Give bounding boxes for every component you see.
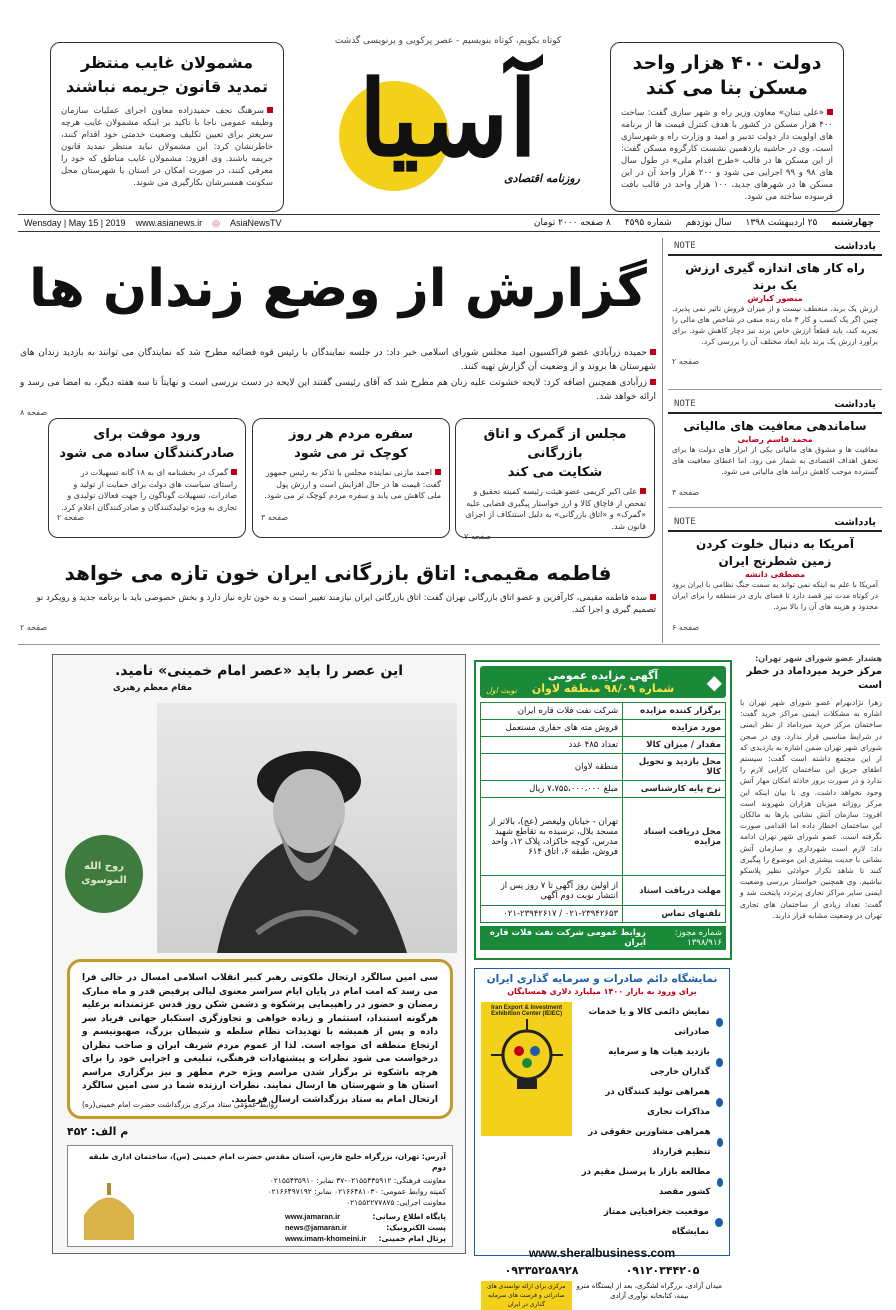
instagram-icon: ◎ xyxy=(212,217,220,228)
contact-phone-2: کمیته روابط عمومی: ۰۲۱۶۶۴۸۱۰۳۰ نمابر: ۰۲۱۶۶۴۹۷۱۹۲ xyxy=(267,1187,446,1196)
note-3-title-2: زمین شطرنج ایران xyxy=(718,554,832,568)
expo-title: نمایشگاه دائم صادرات و سرمایه گذاری ایران xyxy=(486,973,718,985)
contact-site[interactable]: www.jamaran.ir xyxy=(284,1212,341,1221)
expo-subtitle: برای ورود به بازار ۱۴۰۰ میلیارد دلاری همسایگان xyxy=(507,987,697,996)
tender-row-value: ۰۲۱-۲۳۹۴۲۶۵۳ / ۰۲۱-۲۳۹۴۲۶۱۷ xyxy=(481,906,623,923)
memorial-body: سی امین سالگرد ارتحال ملکوتی رهبر کبیر انقلاب اسلامی امسال در حالی فرا می رسد که امت امام در پایان ایام سراسر معنوی لیالی پرفیض قدر و ماه مبارک رمضان و حضور در راهپیمایی پرشکوه و دشمن شکن روز قدس عزتمندانه برعلیه هرگونه استبداد، استثمار و زیاده خواهی و تجاوزگری استکبار جهانی فریاد سر داده و پس از همیشه با تهدیدات نظام سلطه و شیطان بزرگ، صهیونیسم و ارتجاع منطقه ای مواجه است. لذا از عموم مردم شریف ایران و صاحب نظران درخواست می شود نظرات و پیشنهادات فرهنگی، تبلیغی و اجرایی خود را برای هرچه باشکوه تر برگزار شدن مراسم ویژه حرم مطهر و نیز برگزاری مراسم استان ها و شهرستان ها ارسال نمایند. نظرات ارزنده شما در سی امین سالگرد ارتحال امام به ستاد بزرگداشت ارسال فرمایید. xyxy=(82,973,438,1105)
tender-row-key: تلفنهای تماس xyxy=(623,906,726,923)
tender-row-value: تهران - خیابان ولیعصر (عج)، بالاتر از مسجد بلال، نرسیده به تقاطع شهید مدرس، کوچه خاکزاد، پلاک ۱۲، واحد فروش، طبقه ۶، اتاق ۶۱۴ xyxy=(481,798,623,876)
top-left-box xyxy=(50,42,284,212)
side-body: زهرا نژادبهرام عضو شورای شهر تهران با اشاره به مشکلات ایمنی مراکز خرید گفت: ساختمان مرکز خرید میرداماد از نظر ایمنی در شرایط مناسبی قرار ندارد. وی در صحن شورای شهر تهران ضمن اشاره به بازدیدی که از این مجتمع داشته است گفت: سیستم اطفای حریق این ساختمان کارایی لازم را ندارد و در صورت بروز حادثه امکان مهار آتش وجود نخواهد داشت. وی با بیان اینکه این مرکز روزانه میزبان هزاران شهروند است افزود: سازمان آتش نشانی بارها به مالکان این ساختمان اخطار داده اما اقدامی صورت نگرفته است. عضو شورای شهر تهران ادامه داد: لازم است شهرداری و سازمان آتش نشانی با جدیت بیشتری این موضوع را پیگیری کنند تا شاهد تکرار حوادثی نظیر پلاسکو نباشیم. وی همچنین خواستار بررسی وضعیت ایمنی سایر مراکز تجاری پرتردد پایتخت شد و گفت: تعداد زیادی از ساختمان های تجاری تهران در وضعیت مشابه قرار دارند. xyxy=(740,698,882,920)
sub-article-2 xyxy=(252,418,450,538)
note-1-author: منصور کیارش xyxy=(747,294,803,303)
weekday: چهارشنبه xyxy=(831,218,874,228)
contact-portal[interactable]: www.imam-khomeini.ir xyxy=(284,1234,367,1243)
expo-item-3: همراهی تولید کنندگان در مذاکرات تجاری xyxy=(578,1082,723,1122)
second-article xyxy=(20,592,656,634)
tender-ad xyxy=(474,660,732,960)
top-left-body: سرهنگ نجف حمیدزاده معاون اجرای عملیات سازمان وظیفه عمومی ناجا با تاکید بر اینکه مشمولان غایب هرچه سریعتر برای تعیین تکلیف وضعیت خدمتی خود اقدام کنند، خاطرنشان کرد: این مشمولان نباید منتظر تمدید قانون جریمه باشند. وی افزود: مشمولان غایب مناطق که خود را معرفی کنند، در صورت امکان در استان یا شهرستان محل سکونت همسرشان بکارگیری می شوند. xyxy=(61,106,273,188)
note-2-head: یادداشت xyxy=(834,398,876,410)
expo-item-6: موقعیت جغرافیایی ممتاز نمایشگاه xyxy=(578,1202,723,1242)
second-body: سده فاطمه مقیمی، کارآفرین و عضو اتاق بازرگانی تهران گفت: اتاق بازرگانی ایران نیازمند تغییر است و به خون تازه نیاز دارد و بخش خصوصی باید با برنامه جدید و رویکرد نو تصمیم گیری و اجرا کند. xyxy=(36,593,656,615)
expo-list xyxy=(578,1002,723,1242)
tender-title-1: آگهی مزایده عمومی xyxy=(547,669,659,682)
sub-2-body: احمد مازنی نماینده مجلس با تذکر به رئیس جمهور گفت: قیمت ها در حال افزایش است و ارزش پول ملی کاهش می یابد و سفره مردم کوچک تر می شود. xyxy=(264,468,441,500)
tender-row-key: مهلت دریافت اسناد xyxy=(623,876,726,906)
contact-phone-1: معاونت فرهنگی: ۰۲۱۵۵۴۳۵۹۱۲-۳۷ نمابر: ۰۲۱۵۵۴۳۵۹۱۰ xyxy=(269,1176,446,1185)
bullet-icon xyxy=(650,349,656,355)
note-2-tag: NOTE xyxy=(674,399,696,409)
section-divider xyxy=(18,644,880,645)
tender-row xyxy=(481,906,726,923)
expo-address: میدان آزادی، بزرگراه لشگری، بعد از ایستگاه مترو بیمه، کتابخانه نوآوری آزادی xyxy=(576,1282,722,1300)
shrine-dome-icon xyxy=(74,1175,144,1245)
column-divider xyxy=(662,238,663,643)
contact-phone-3: معاونت اجرایی: ۰۲۱۵۵۲۲۷۷۸۷۵ xyxy=(346,1198,446,1207)
note-1-tag: NOTE xyxy=(674,241,696,251)
second-page[interactable]: صفحه ۲ xyxy=(20,623,48,632)
issue: شماره ۴۵۹۵ xyxy=(624,218,672,228)
note-2-page[interactable]: صفحه ۳ xyxy=(672,488,700,497)
sub-article-1 xyxy=(455,418,655,541)
expo-logo-caption: مرکزی برای ارائه توانمندی های صادراتی و فرصت های سرمایه گذاری در ایران xyxy=(481,1281,572,1310)
logo: آسیا xyxy=(358,57,538,180)
sub-3-title-1: ورود موقت برای xyxy=(93,427,201,442)
contact-label-1: پایگاه اطلاع رسانی: xyxy=(372,1212,446,1221)
bullet-icon xyxy=(827,109,833,115)
bullet-icon xyxy=(267,107,273,113)
tender-badge: نوبت اول xyxy=(486,686,517,695)
sub-2-page[interactable]: صفحه ۳ xyxy=(261,513,289,522)
tender-row xyxy=(481,798,726,876)
memorial-quote: این عصر را باید «عصر امام خمینی» نامید. xyxy=(114,663,404,679)
tender-row-key: محل بازدید و تحویل کالا xyxy=(623,754,726,781)
contact-address: آدرس: تهران، بزرگراه خلیج فارس، آستان مقدس حضرت امام خمینی (س)، ساختمان اداری طبقه دوم xyxy=(88,1152,446,1172)
sub-article-3 xyxy=(48,418,246,538)
oil-drop-icon: ◆ xyxy=(706,670,722,694)
tender-row-value: فروش مته های حفاری مستعمل xyxy=(481,720,623,737)
memorial-ad xyxy=(52,654,466,1254)
expo-phone-2[interactable]: ۰۹۳۳۵۲۵۸۹۲۸ xyxy=(504,1264,579,1277)
year: سال نوزدهم xyxy=(685,218,732,228)
calligraphy-seal xyxy=(65,835,143,913)
second-headline: فاطمه مقیمی: اتاق بازرگانی ایران خون تازه می خواهد xyxy=(64,561,612,585)
expo-item-1: نمایش دائمی کالا و یا خدمات صادراتی xyxy=(578,1002,723,1042)
expo-logo-box xyxy=(481,1002,572,1136)
contact-label-2: پست الکترونیک: xyxy=(386,1223,446,1232)
top-right-title-1: دولت ۴۰۰ هزار واحد xyxy=(632,52,822,74)
bullet-icon xyxy=(435,469,441,475)
note-3-title-1: آمریکا به دنبال خلوت کردن xyxy=(696,537,854,551)
date-en: Wensday | May 15 | 2019 xyxy=(24,217,126,228)
side-intro: هشدار عضو شورای شهر تهران: xyxy=(755,654,882,663)
expo-website[interactable]: www.sheralbusiness.com xyxy=(528,1246,676,1260)
note-3-page[interactable]: صفحه ۶ xyxy=(672,623,700,632)
expo-item-2: بازدید هیات ها و سرمایه گذاران خارجی xyxy=(578,1042,723,1082)
memorial-quote-author: مقام معظم رهبری xyxy=(113,683,193,693)
tender-row-key: محل دریافت اسناد مزایده xyxy=(623,798,726,876)
side-column xyxy=(740,654,882,1258)
sub-3-title-2: صادرکنندگان ساده می شود xyxy=(59,446,235,461)
tender-footer: روابط عمومی شرکت نفت فلات قاره ایران xyxy=(489,928,646,948)
note-2-author: محمد قاسم رضایی xyxy=(737,435,813,444)
contact-label-3: پرتال امام خمینی: xyxy=(378,1234,446,1243)
memorial-sign: روابط عمومی ستاد مرکزی بزرگداشت حضرت امام خمینی(ره) xyxy=(82,1100,278,1109)
instagram-handle[interactable]: AsiaNewsTV xyxy=(229,217,282,228)
contact-email[interactable]: news@jamaran.ir xyxy=(284,1223,347,1232)
main-lead xyxy=(20,346,656,420)
pages-price: ۸ صفحه ۲۰۰۰ تومان xyxy=(533,218,611,228)
tender-title-2: شماره ۹۸/۰۹ منطقه لاوان xyxy=(531,682,675,695)
sub-2-title-2: کوچک تر می شود xyxy=(294,446,408,461)
note-3-body: آمریکا با علم به اینکه نمی تواند به سمت جنگ نظامی با ایران برود در کوتاه مدت نیز قصد دارد تا فضای بازی در منطقه را برای ایران محدود و هزینه های آن را بالا ببرد. xyxy=(672,580,878,611)
bullet-icon xyxy=(640,488,646,494)
tender-row-key: مقدار / میزان کالا xyxy=(623,737,726,754)
logo-subtitle: روزنامه اقتصادی xyxy=(503,172,580,185)
top-right-box xyxy=(610,42,844,212)
main-page-ref[interactable]: صفحه ۸ xyxy=(20,408,48,417)
note-1-page[interactable]: صفحه ۲ xyxy=(672,357,700,366)
sub-1-title-2: شکایت می کند xyxy=(507,465,603,480)
memorial-code: م الف: ۴۵۲ xyxy=(67,1125,129,1138)
tender-row-value: شرکت نفت فلات قاره ایران xyxy=(481,703,623,720)
expo-ad xyxy=(474,968,730,1308)
main-headline: گزارش از وضع زندان ها xyxy=(29,259,647,319)
note-1-body: ارزش یک برند، منعطف نیست و از میزان فروش تاثیر نمی پذیرد. چنین اگر یک کسب و کار ۳ ماه زنده منفی در شاخص های مالی را تجربه کند، باید قطعاً ارزش خاص برند نیز دچار کاهش شود. برای برآورد ارزش یک برند باید ابعاد مختلف آن را بررسی کرد. xyxy=(672,304,879,346)
memorial-text-frame xyxy=(67,959,453,1119)
note-2 xyxy=(668,396,882,508)
website[interactable]: www.asianews.ir xyxy=(135,217,203,228)
slogan: کوتاه بکویم، کوتاه بنویسیم - عصر پرکویی و پرنویسی گذشت xyxy=(334,36,562,46)
tender-row-key: نرخ پایه کارشناسی xyxy=(623,781,726,798)
note-3-tag: NOTE xyxy=(674,517,696,527)
tender-row-value: از اولین روز آگهی تا ۷ روز پس از انتشار نوبت دوم آگهی xyxy=(481,876,623,906)
top-right-title-2: مسکن بنا می کند xyxy=(646,77,808,99)
tender-row xyxy=(481,703,726,720)
expo-logo-text: Iran Export & Investment Exhibition Center (IEIEC) xyxy=(491,1005,563,1017)
date-bar xyxy=(18,214,880,232)
tender-row xyxy=(481,720,726,737)
note-3-author: مصطفی دانشه xyxy=(744,570,806,579)
memorial-contact xyxy=(67,1145,453,1247)
bullet-icon xyxy=(650,379,656,385)
tender-row-value: منطقه لاوان xyxy=(481,754,623,781)
note-3 xyxy=(668,514,882,642)
sub-1-title-1: مجلس از گمرک و اتاق بازرگانی xyxy=(483,427,627,461)
note-1-title-1: راه کار های اندازه گیری ارزش xyxy=(685,261,865,275)
note-1-head: یادداشت xyxy=(834,240,876,252)
portrait-image xyxy=(157,703,457,953)
tender-row xyxy=(481,781,726,798)
note-3-head: یادداشت xyxy=(834,516,876,528)
main-lead-2: زرآبادی همچنین اضافه کرد: لایحه خشونت علیه زنان هم مطرح شد که آقای رئیسی گفتند این لایحه در دست بررسی است و نهایتاً تا سه هفته دیگر، به امضا می رسد و ارائه خواهد شد. xyxy=(20,378,656,402)
notes-column xyxy=(668,238,882,643)
expo-item-5: مطالعه بازار با پرسنل مقیم در کشور مقصد xyxy=(578,1162,723,1202)
circuit-bulb-icon xyxy=(487,1017,567,1107)
note-2-title: ساماندهی معافیت های مالیاتی xyxy=(683,419,867,433)
expo-item-4: همراهی مشاورین حقوقی در تنظیم قرارداد xyxy=(578,1122,723,1162)
expo-phone-1[interactable]: ۰۹۱۲۰۳۴۴۲۰۵ xyxy=(625,1264,700,1277)
top-left-title-2: تمدید قانون جریمه نباشند xyxy=(65,77,269,96)
main-lead-1: حمیده زرآبادی عضو فراکسیون امید مجلس شورای اسلامی خبر داد: در جلسه نمایندگان با رئیس قوه قضائیه مطرح شد که نمایندگان می توانند به بازدید زندان های شهرستان ها بروند و از وضعیت آن گزارش تهیه کنند. xyxy=(20,348,656,372)
tender-table xyxy=(480,702,726,923)
sub-2-title-1: سفره مردم هر روز xyxy=(289,427,413,442)
tender-row xyxy=(481,876,726,906)
bullet-icon xyxy=(231,469,237,475)
tender-row-key: برگزار کننده مزایده xyxy=(623,703,726,720)
calligraphy-text: روح الله الموسوی xyxy=(81,861,127,886)
bullet-icon xyxy=(650,594,656,600)
side-title: مرکز خرید میرداماد در خطر است xyxy=(746,666,882,691)
sub-3-body: گمرک در بخشنامه ای به ۱۸ گانه تسهیلات در راستای سیاست های دولت برای حمایت از تولید و صادرات، تسهیلات گوناگون را جهت فعالان تولیدی و تجاری به ویژه تولیدکنندگان و صادرکنندگان اعلام کرد. xyxy=(61,468,237,512)
sub-3-page[interactable]: صفحه ۲ xyxy=(57,513,85,522)
note-2-body: معافیت ها و مشوق های مالیاتی یکی از ابزار های دولت ها برای تحقق اهداف اقتصادی به شمار می رود. اما اعطای معافیت های گسترده موجب کاهش درآمد های مالیاتی می شود. xyxy=(672,445,878,476)
tender-row xyxy=(481,737,726,754)
tender-row-value: تعداد ۴۸۵ عدد xyxy=(481,737,623,754)
tender-row-key: مورد مزایده xyxy=(623,720,726,737)
note-1-title-2: یک برند xyxy=(752,278,798,292)
top-right-body: «علی تبنان» معاون وزیر راه و شهر سازی گفت: ساخت ۴۰۰ هزار مسکن در کشور با هدف کنترل قیمت ها از برنامه های اولویت دار دولت تدبیر و امید و وزارت راه و شهرسازی است. وی در حاشیه یازدهمین نشست کارگروه مسکن گفت: از این مسکن ها در قالب «طرح اقدام ملی» در طول سال های ۹۸ و ۹۹ اجرایی می شود و ۲۰۰ هزار واحد آن در این مسکن ها در شهرهای جدید، ۱۰۰ هزار واحد در قالب بافت فرسوده ساخته می شود. xyxy=(621,108,833,202)
tender-row xyxy=(481,754,726,781)
tender-license: شماره مجوز: ۱۳۹۸/۹۱۶ xyxy=(674,928,722,948)
note-1 xyxy=(668,238,882,390)
top-left-title-1: مشمولان غایب منتظر xyxy=(80,53,254,72)
tender-row-value: مبلغ ۷،۷۵۵،۰۰۰،۰۰۰ ریال xyxy=(481,781,623,798)
sub-1-page[interactable]: صفحه ۷ xyxy=(464,532,492,541)
masthead xyxy=(300,36,596,212)
sub-1-body: علی اکبر کریمی عضو هیئت رئیسه کمیته تحقیق و تفحص از قاچاق کالا و ارز خواستار پیگیری قضایی علیه «گمرک» و «اتاق بازرگانی» به دلیل استنکاف از اجرای قانون شد. xyxy=(465,487,646,531)
date-fa: ۲۵ اردیبهشت ۱۳۹۸ xyxy=(745,218,818,228)
